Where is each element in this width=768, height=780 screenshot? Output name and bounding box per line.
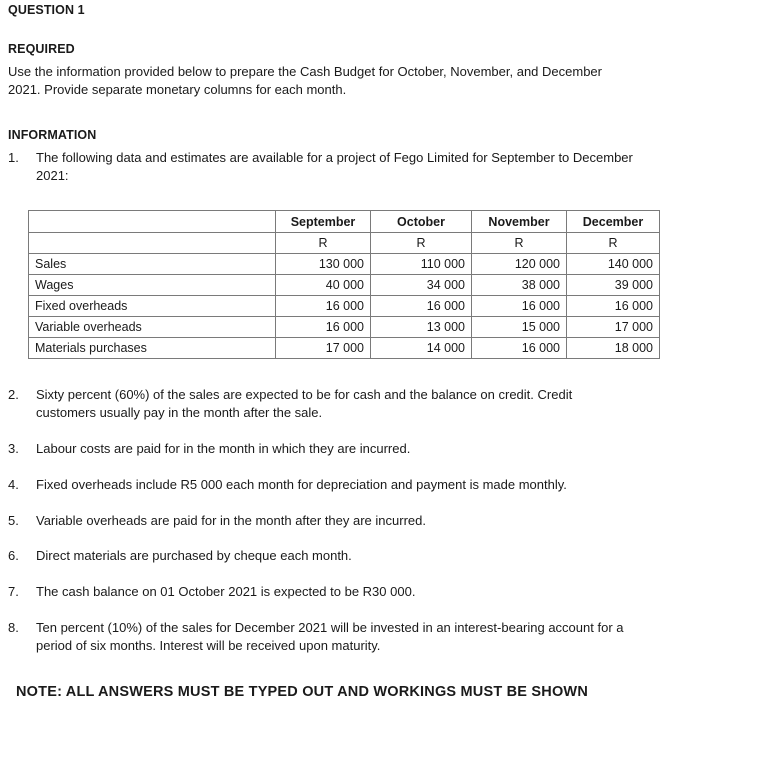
item-number: 8.	[8, 620, 19, 635]
question-title: QUESTION 1	[8, 3, 85, 17]
cell-value: 16 000	[276, 317, 371, 338]
item-number: 1.	[8, 150, 19, 165]
item-line-2: period of six months. Interest will be received upon maturity.	[36, 638, 381, 653]
currency-cell: R	[276, 233, 371, 254]
instruction-note: NOTE: ALL ANSWERS MUST BE TYPED OUT AND WORKINGS MUST BE SHOWN	[16, 684, 588, 700]
item-text	[36, 386, 676, 422]
item-line-2: customers usually pay in the month after the sale.	[36, 405, 323, 420]
item-number: 4.	[8, 477, 19, 492]
cell-value: 13 000	[371, 317, 472, 338]
cell-value: 16 000	[472, 338, 567, 359]
cell-value: 38 000	[472, 275, 567, 296]
cell-value: 140 000	[567, 254, 660, 275]
item-text: Variable overheads are paid for in the month after they are incurred.	[36, 513, 426, 528]
item-line-1: Sixty percent (60%) of the sales are expected to be for cash and the balance on credit. Credit	[36, 387, 573, 402]
row-label: Wages	[29, 275, 276, 296]
currency-cell: R	[567, 233, 660, 254]
item-number: 2.	[8, 387, 19, 402]
item-number: 6.	[8, 548, 19, 563]
item-number: 7.	[8, 584, 19, 599]
table-row	[29, 317, 660, 338]
header-blank	[29, 211, 276, 233]
row-label: Materials purchases	[29, 338, 276, 359]
currency-row	[29, 233, 660, 254]
item-text: Fixed overheads include R5 000 each month for depreciation and payment is made monthly.	[36, 477, 567, 492]
cell-value: 130 000	[276, 254, 371, 275]
header-november: November	[472, 211, 567, 233]
header-december: December	[567, 211, 660, 233]
item-text	[36, 619, 676, 655]
table-row	[29, 338, 660, 359]
item-text: The cash balance on 01 October 2021 is expected to be R30 000.	[36, 584, 416, 599]
item-text: Direct materials are purchased by cheque each month.	[36, 548, 352, 563]
cell-value: 17 000	[276, 338, 371, 359]
item-line-2: 2021:	[36, 168, 69, 183]
information-heading: INFORMATION	[8, 128, 97, 142]
currency-blank	[29, 233, 276, 254]
item-line-1: Ten percent (10%) of the sales for December 2021 will be invested in an interest-bearing account for a	[36, 620, 624, 635]
cell-value: 18 000	[567, 338, 660, 359]
budget-data-table	[28, 210, 660, 359]
item-number: 3.	[8, 441, 19, 456]
table-header-row	[29, 211, 660, 233]
cell-value: 16 000	[472, 296, 567, 317]
cell-value: 14 000	[371, 338, 472, 359]
currency-cell: R	[472, 233, 567, 254]
item-number: 5.	[8, 513, 19, 528]
row-label: Variable overheads	[29, 317, 276, 338]
header-october: October	[371, 211, 472, 233]
table-row	[29, 296, 660, 317]
cell-value: 16 000	[276, 296, 371, 317]
cell-value: 16 000	[371, 296, 472, 317]
cell-value: 15 000	[472, 317, 567, 338]
required-text	[8, 63, 648, 99]
item-text: Labour costs are paid for in the month in which they are incurred.	[36, 441, 411, 456]
cell-value: 16 000	[567, 296, 660, 317]
cell-value: 17 000	[567, 317, 660, 338]
table-row	[29, 275, 660, 296]
cell-value: 120 000	[472, 254, 567, 275]
row-label: Sales	[29, 254, 276, 275]
item-line-1: The following data and estimates are available for a project of Fego Limited for September to December	[36, 150, 633, 165]
required-line-2: 2021. Provide separate monetary columns for each month.	[8, 82, 347, 97]
header-september: September	[276, 211, 371, 233]
cell-value: 39 000	[567, 275, 660, 296]
row-label: Fixed overheads	[29, 296, 276, 317]
required-heading: REQUIRED	[8, 42, 75, 56]
cell-value: 110 000	[371, 254, 472, 275]
cell-value: 40 000	[276, 275, 371, 296]
required-line-1: Use the information provided below to prepare the Cash Budget for October, November, and December	[8, 64, 602, 79]
cell-value: 34 000	[371, 275, 472, 296]
table-row	[29, 254, 660, 275]
currency-cell: R	[371, 233, 472, 254]
item-text	[36, 149, 676, 185]
